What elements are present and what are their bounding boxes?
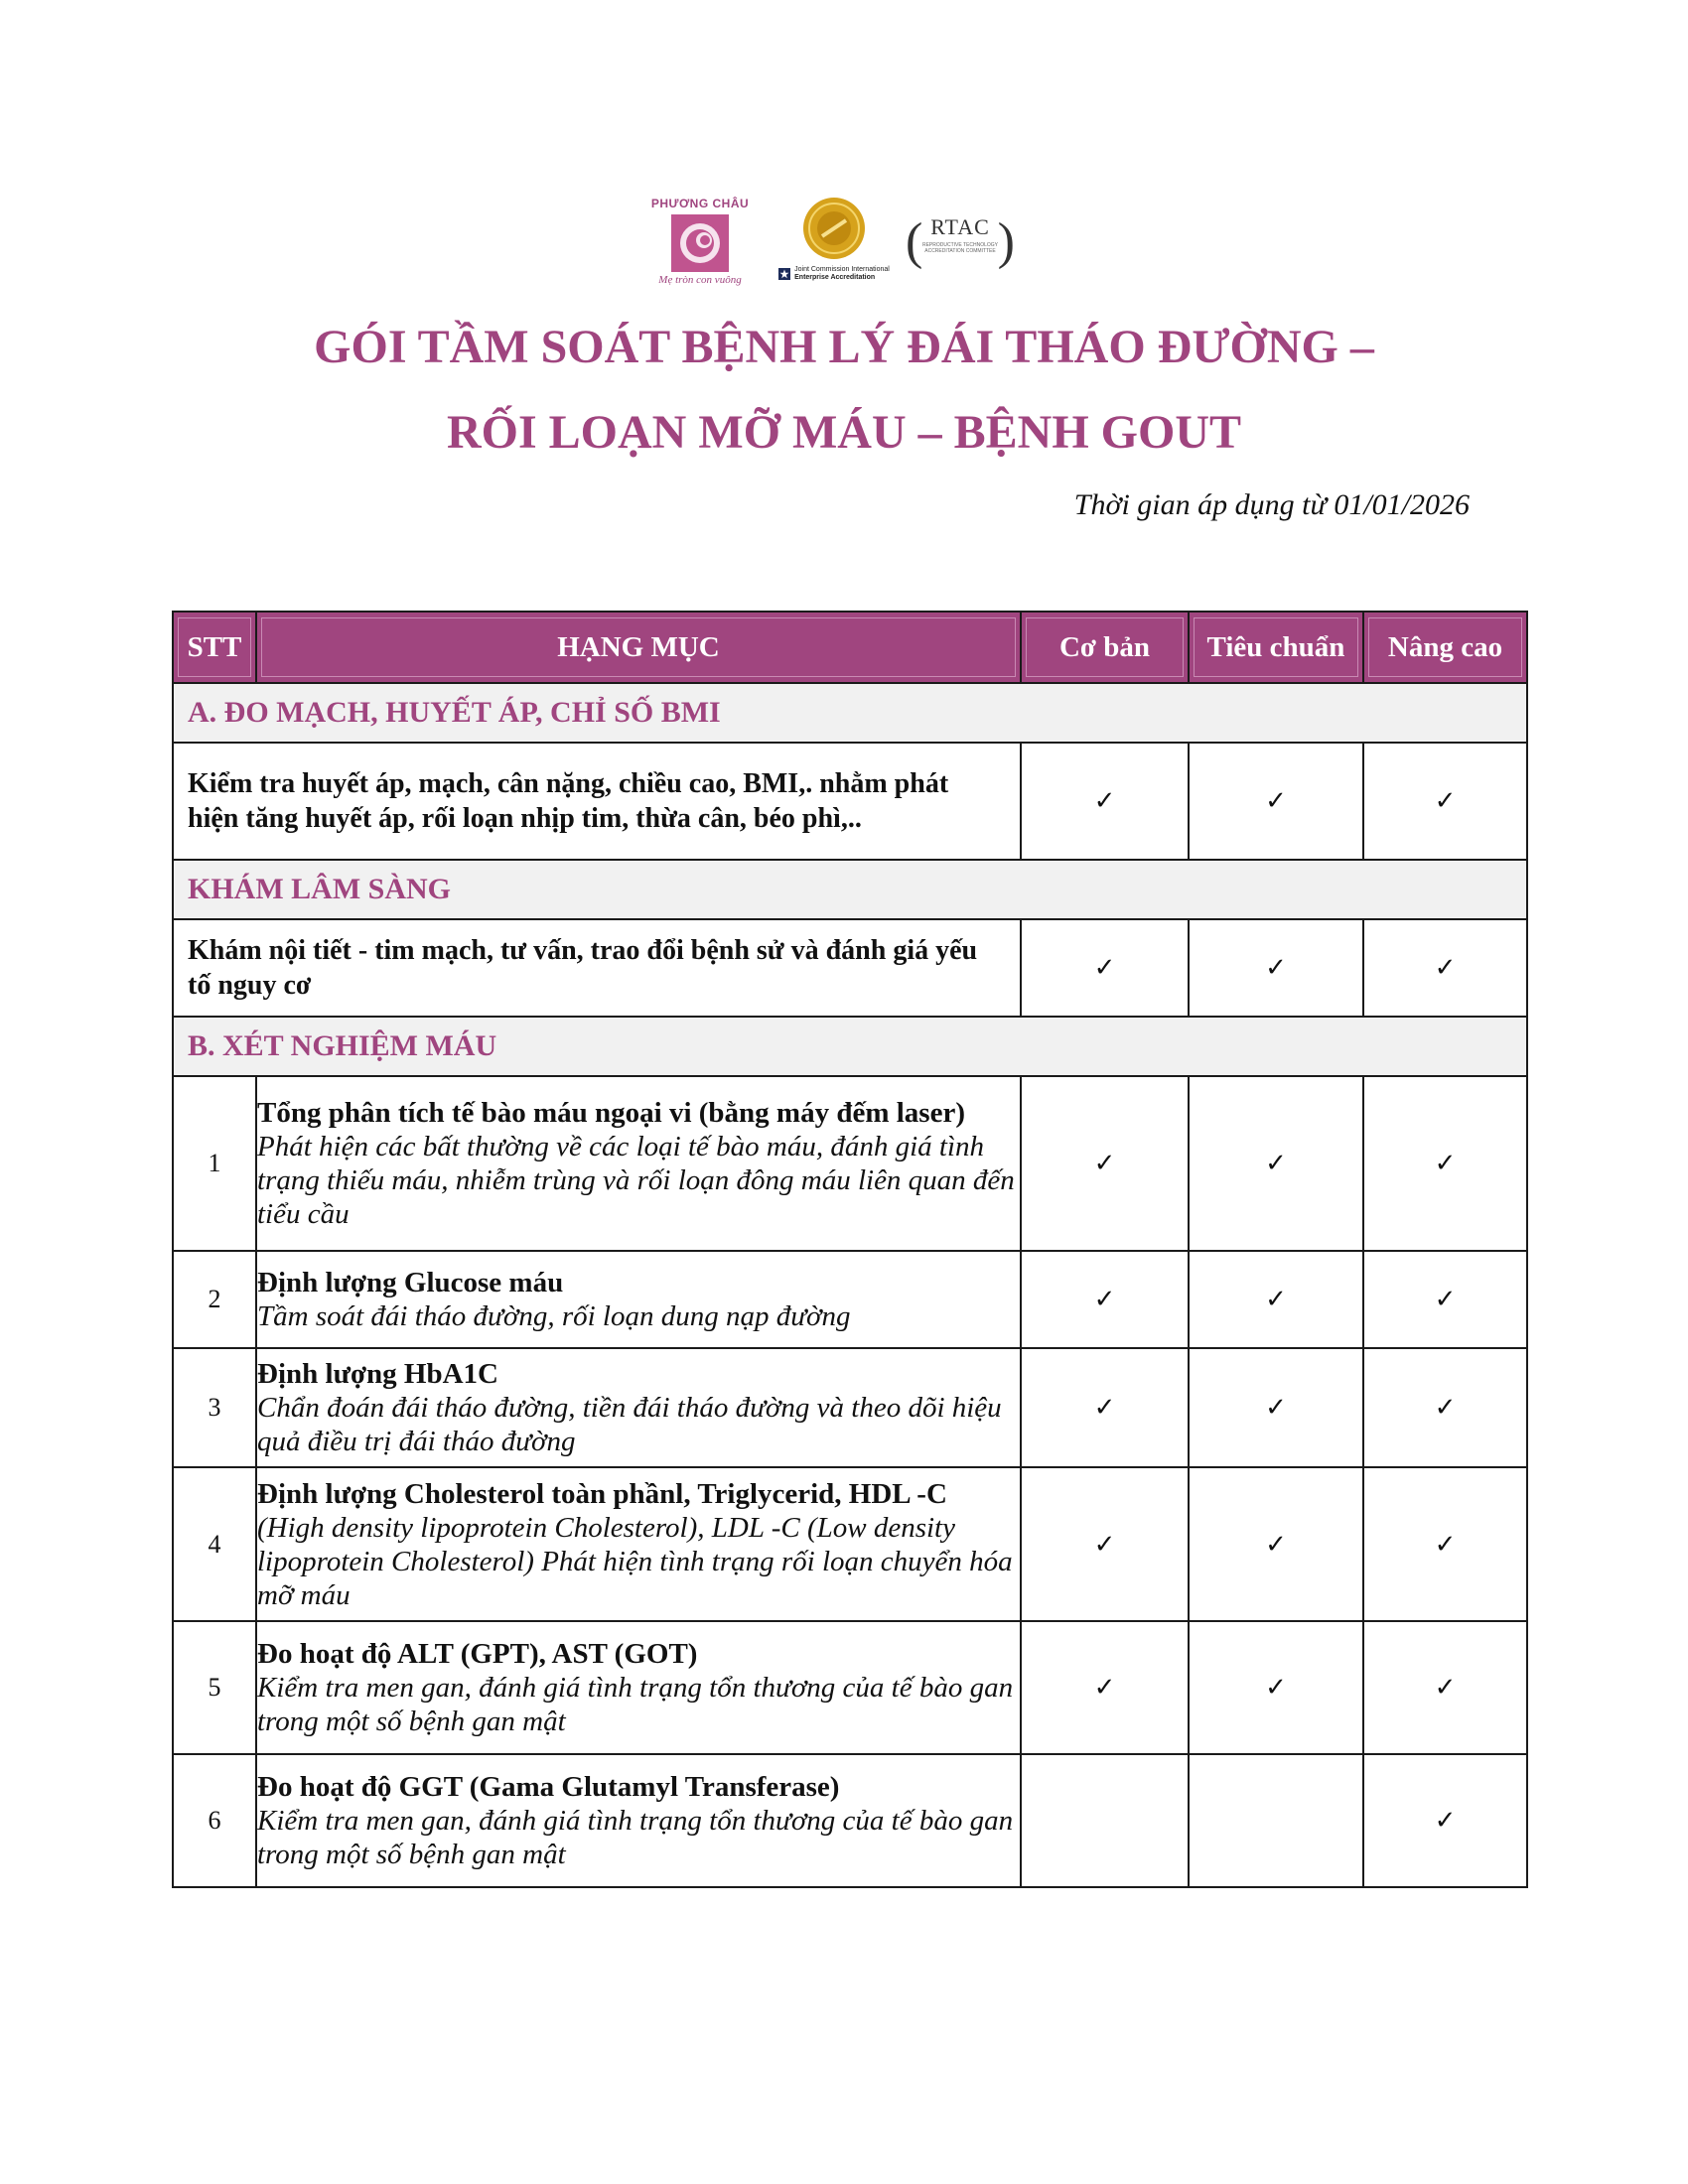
effective-date: Thời gian áp dụng từ 01/01/2026 xyxy=(1073,488,1470,521)
header-standard: Tiêu chuẩn xyxy=(1189,612,1363,683)
table-row xyxy=(173,1251,1527,1348)
section-title: KHÁM LÂM SÀNG xyxy=(173,860,1527,919)
jci-line-1: Joint Commission International xyxy=(794,266,890,273)
row-detail: Tầm soát đái tháo đường, rối loạn dung nạp đường xyxy=(257,1300,851,1332)
row-name: Định lượng Glucose máu xyxy=(257,1267,564,1298)
check-icon: ✓ xyxy=(1021,743,1189,860)
check-icon: ✓ xyxy=(1363,1754,1527,1887)
row-description: Khám nội tiết - tim mạch, tư vấn, trao đổi bệnh sử và đánh giá yếu tố nguy cơ xyxy=(173,919,1021,1017)
row-number: 6 xyxy=(173,1754,256,1887)
row-name: Định lượng HbA1C xyxy=(257,1358,498,1390)
check-icon: ✓ xyxy=(1189,1621,1363,1754)
check-icon: ✓ xyxy=(1021,1348,1189,1467)
phuong-chau-emblem-icon xyxy=(671,214,729,272)
check-icon: ✓ xyxy=(1189,743,1363,860)
table-row xyxy=(173,1621,1527,1754)
check-icon: ✓ xyxy=(1189,1467,1363,1621)
header-basic: Cơ bản xyxy=(1021,612,1189,683)
check-icon: ✓ xyxy=(1363,743,1527,860)
brand-slogan: Mẹ tròn con vuông xyxy=(658,274,742,286)
empty-cell xyxy=(1189,1754,1363,1887)
check-icon: ✓ xyxy=(1021,1467,1189,1621)
check-icon: ✓ xyxy=(1189,919,1363,1017)
package-table xyxy=(172,611,1528,1888)
row-detail: Phát hiện các bất thường về các loại tế bào máu, đánh giá tình trạng thiếu máu, nhiễm trùng và rối loạn đông máu liên quan đến tiểu cầu xyxy=(257,1131,1015,1230)
phuong-chau-logo xyxy=(645,197,755,296)
rtac-name: RTAC xyxy=(930,214,990,239)
row-description: Kiểm tra huyết áp, mạch, cân nặng, chiều cao, BMI,. nhằm phát hiện tăng huyết áp, rối loạn nhịp tim, thừa cân, béo phì,.. xyxy=(173,743,1021,860)
check-icon: ✓ xyxy=(1363,1076,1527,1251)
check-icon: ✓ xyxy=(1189,1076,1363,1251)
section-row xyxy=(173,683,1527,743)
rtac-subtitle: REPRODUCTIVE TECHNOLOGY ACCREDITATION COMMITTEE xyxy=(921,242,999,254)
section-row xyxy=(173,860,1527,919)
check-icon: ✓ xyxy=(1363,1467,1527,1621)
header-advanced: Nâng cao xyxy=(1363,612,1527,683)
table-row xyxy=(173,1348,1527,1467)
row-detail: Chẩn đoán đái tháo đường, tiền đái tháo đường và theo dõi hiệu quả điều trị đái tháo đường xyxy=(257,1392,1002,1457)
page-title-line-1: GÓI TẦM SOÁT BỆNH LÝ ĐÁI THÁO ĐƯỜNG – xyxy=(314,321,1374,373)
table-row xyxy=(173,1754,1527,1887)
row-detail: Kiểm tra men gan, đánh giá tình trạng tổn thương của tế bào gan trong một số bệnh gan mật xyxy=(257,1672,1014,1737)
section-title: B. XÉT NGHIỆM MÁU xyxy=(173,1017,1527,1076)
row-number: 5 xyxy=(173,1621,256,1754)
table-row xyxy=(173,743,1527,860)
jci-accreditation-logo xyxy=(765,197,904,296)
check-icon: ✓ xyxy=(1021,1076,1189,1251)
header-stt: STT xyxy=(173,612,256,683)
row-name: Đo hoạt độ GGT (Gama Glutamyl Transferase) xyxy=(257,1771,840,1803)
check-icon: ✓ xyxy=(1363,919,1527,1017)
jci-gold-seal-icon xyxy=(802,197,866,260)
row-name: Đo hoạt độ ALT (GPT), AST (GOT) xyxy=(257,1638,698,1670)
row-name: Tổng phân tích tế bào máu ngoại vi (bằng máy đếm laser) xyxy=(257,1097,965,1129)
header-item: HẠNG MỤC xyxy=(256,612,1021,683)
brand-name: PHƯƠNG CHÂU xyxy=(650,197,750,210)
check-icon: ✓ xyxy=(1363,1348,1527,1467)
row-detail: Kiểm tra men gan, đánh giá tình trạng tổn thương của tế bào gan trong một số bệnh gan mật xyxy=(257,1805,1014,1870)
check-icon: ✓ xyxy=(1189,1251,1363,1348)
row-number: 1 xyxy=(173,1076,256,1251)
row-detail: (High density lipoprotein Cholesterol), LDL -C (Low density lipoprotein Cholesterol) Phát hiện tình trạng rối loạn chuyển hóa mỡ máu xyxy=(257,1511,1013,1611)
row-number: 4 xyxy=(173,1467,256,1621)
star-badge-icon xyxy=(778,268,790,280)
row-number: 2 xyxy=(173,1251,256,1348)
table-row xyxy=(173,919,1527,1017)
section-title: A. ĐO MẠCH, HUYẾT ÁP, CHỈ SỐ BMI xyxy=(173,683,1527,743)
jci-line-2: Enterprise Accreditation xyxy=(794,274,876,281)
check-icon: ✓ xyxy=(1021,1251,1189,1348)
row-number: 3 xyxy=(173,1348,256,1467)
section-row xyxy=(173,1017,1527,1076)
check-icon: ✓ xyxy=(1363,1621,1527,1754)
table-row xyxy=(173,1467,1527,1621)
logo-strip xyxy=(635,191,1033,300)
row-name: Định lượng Cholesterol toàn phầnl, Triglycerid, HDL -C xyxy=(257,1477,947,1510)
empty-cell xyxy=(1021,1754,1189,1887)
page-title-line-2: RỐI LOẠN MỠ MÁU – BỆNH GOUT xyxy=(446,406,1241,459)
check-icon: ✓ xyxy=(1021,1621,1189,1754)
table-header-row xyxy=(173,612,1527,683)
check-icon: ✓ xyxy=(1363,1251,1527,1348)
table-row xyxy=(173,1076,1527,1251)
check-icon: ✓ xyxy=(1021,919,1189,1017)
check-icon: ✓ xyxy=(1189,1348,1363,1467)
rtac-logo: ( ) RTAC REPRODUCTIVE TECHNOLOGY ACCREDITATION COMMITTEE xyxy=(906,213,1015,270)
